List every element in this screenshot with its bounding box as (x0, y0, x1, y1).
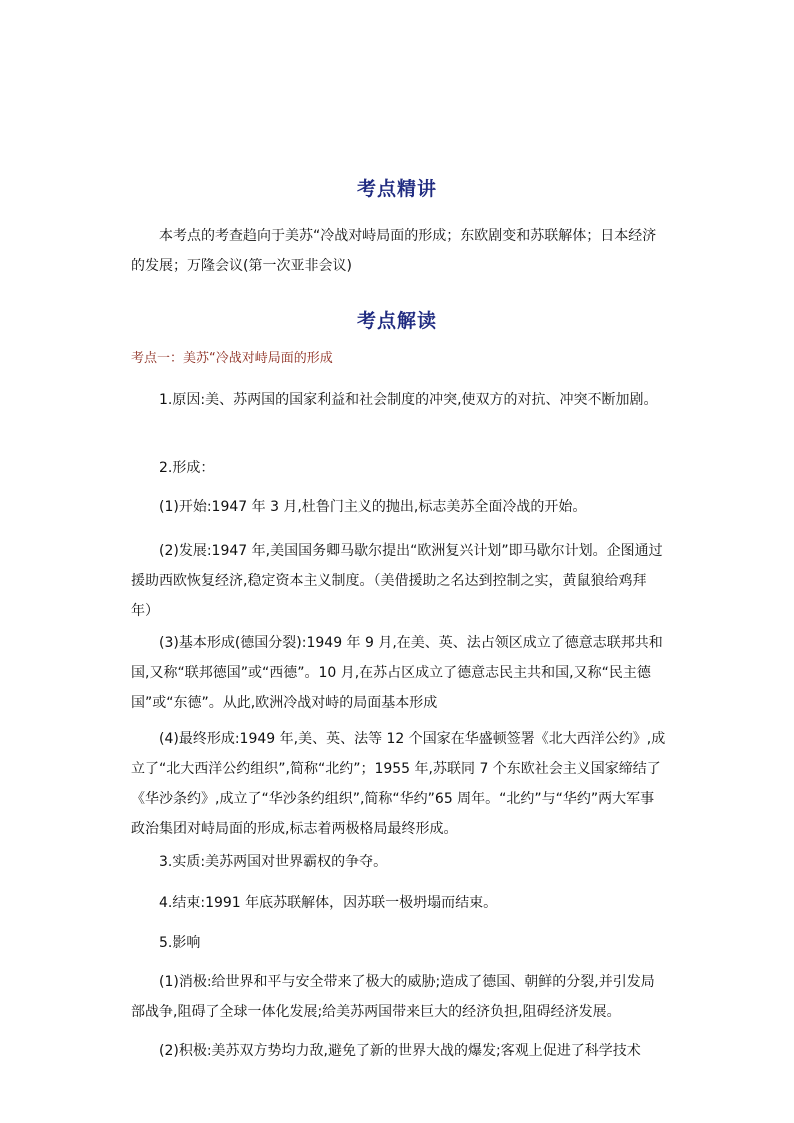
item-cause: 1.原因:美、苏两国的国家利益和社会制度的冲突,使双方的对抗、冲突不断加剧。 (159, 392, 658, 408)
item-development: (2)发展:1947 年,美国国务卿马歇尔提出“欧洲复兴计划”即马歇尔计划。企图通过援助西欧恢复经济,稳定资本主义制度。（美借援助之名达到控制之实，黄鼠狼给鸡拜年） (131, 543, 663, 619)
item-basic-formation: (3)基本形成(德国分裂):1949 年 9 月,在美、英、法占领区成立了德意志联邦共和国,又称“联邦德国”或“西德”。10 月,在苏占区成立了德意志民主共和国,又称“民主德国”或“东德”。从此,欧洲冷战对峙的局面基本形成 (131, 635, 663, 711)
item-essence: 3.实质:美苏两国对世界霸权的争夺。 (159, 854, 388, 870)
point1-label: 考点一：美苏“冷战对峙局面的形成 (131, 351, 333, 366)
heading-kaodian-jiedu: 考点解读 (356, 310, 437, 332)
item-impact: 5.影响 (159, 935, 201, 951)
item-negative-impact: (1)消极:给世界和平与安全带来了极大的威胁;造成了德国、朝鲜的分裂,并引发局部战争,阻碍了全球一体化发展;给美苏两国带来巨大的经济负担,阻碍经济发展。 (131, 974, 655, 1020)
item-formation: 2.形成： (159, 460, 215, 476)
item-start: (1)开始:1947 年 3 月,杜鲁门主义的抛出,标志美苏全面冷战的开始。 (159, 499, 587, 515)
intro-paragraph: 本考点的考查趋向于美苏“冷战对峙局面的形成；东欧剧变和苏联解体；日本经济的发展；万隆会议(第一次亚非会议) (131, 228, 657, 274)
item-final-formation: (4)最终形成:1949 年,美、英、法等 12 个国家在华盛顿签署《北大西洋公约》,成立了“北大西洋公约组织”,简称“北约”；1955 年,苏联同 7 个东欧社会主义国家缔结了《华沙条约》,成立了“华沙条约组织”,简称“华约”65 周年。“北约”与“华约”两大军事政治集团对峙局面的形成,标志着两极格局最终形成。 (131, 731, 666, 837)
heading-kaodian-jingjiang: 考点精讲 (356, 178, 437, 200)
item-end: 4.结束:1991 年底苏联解体，因苏联一极坍塌而结束。 (159, 895, 498, 911)
item-positive-impact: (2)积极:美苏双方势均力敌,避免了新的世界大战的爆发;客观上促进了科学技术 (159, 1043, 641, 1059)
